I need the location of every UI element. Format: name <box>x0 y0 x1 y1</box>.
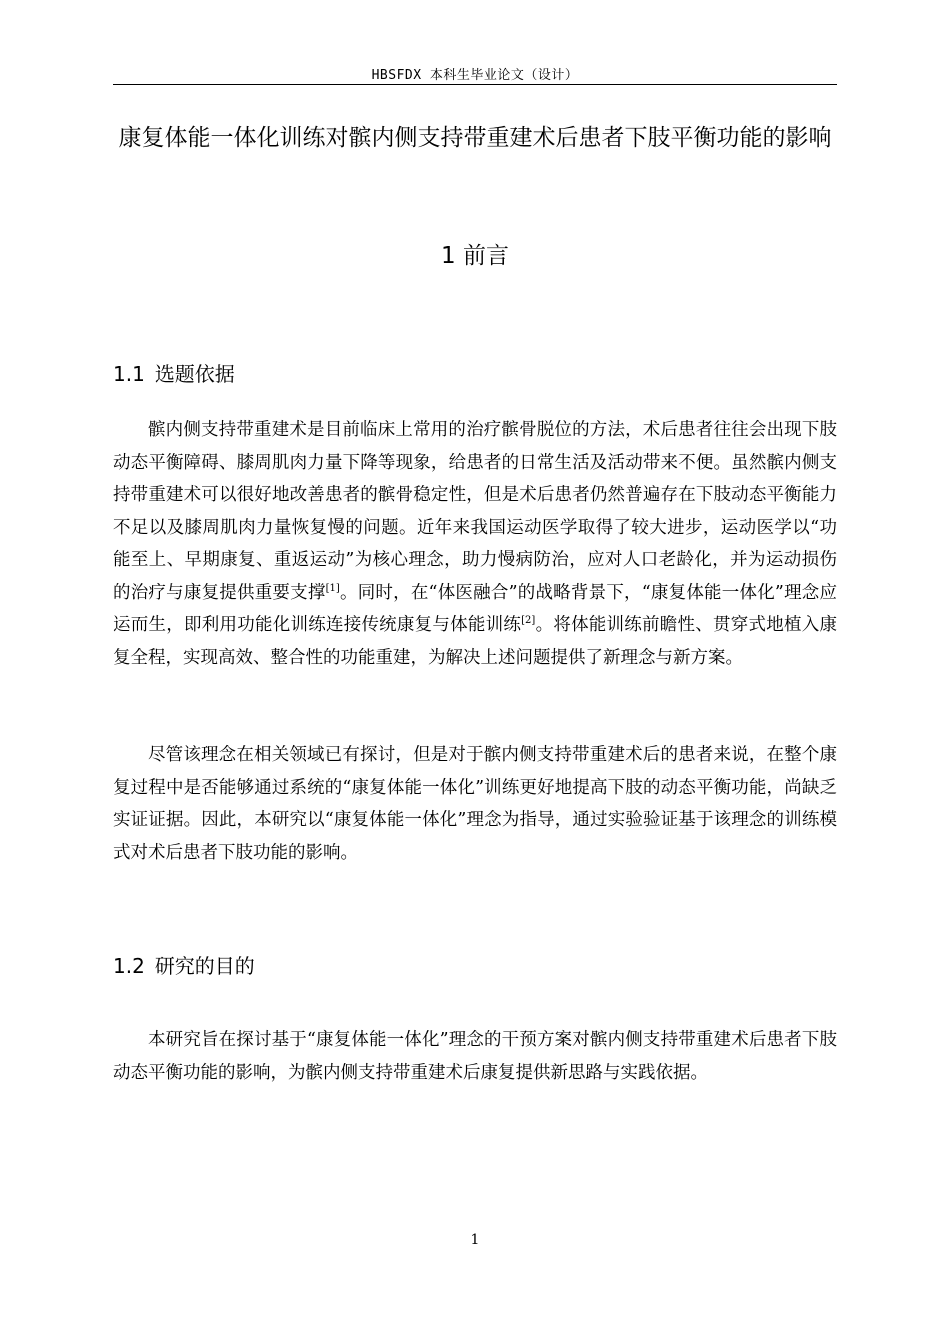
section-title: 研究的目的 <box>154 954 255 978</box>
section-heading-1-1 <box>113 360 235 388</box>
running-header: HBSFDX 本科生毕业论文（设计） <box>371 68 579 83</box>
header-rule <box>113 84 837 85</box>
section-number: 1.2 <box>113 954 145 978</box>
paper-title: 康复体能一体化训练对髌内侧支持带重建术后患者下肢平衡功能的影响 <box>118 125 832 151</box>
paragraph-2 <box>113 739 837 869</box>
section-heading-1-2 <box>113 952 255 980</box>
paragraph-1 <box>113 414 837 674</box>
citation-2[interactable]: [2] <box>521 615 536 626</box>
chapter-heading: 1 前言 <box>441 243 509 269</box>
section-number: 1.1 <box>113 362 145 386</box>
paragraph-3 <box>113 1024 837 1089</box>
page-number: 1 <box>470 1232 480 1248</box>
paragraph-text: 。同时，在“体医融合”的战略背景下，“康复体能一体化”理念应运而生，即利用功能化训练连接传统康复与体能训练 <box>113 582 838 635</box>
citation-1[interactable]: [1] <box>325 582 340 594</box>
section-title: 选题依据 <box>154 362 235 386</box>
paragraph-text: 本研究旨在探讨基于“康复体能一体化”理念的干预方案对髌内侧支持带重建术后患者下肢动态平衡功能的影响，为髌内侧支持带重建术后康复提供新思路与实践依据。 <box>113 1030 837 1083</box>
paragraph-text: 尽管该理念在相关领域已有探讨，但是对于髌内侧支持带重建术后的患者来说，在整个康复过程中是否能够通过系统的“康复体能一体化”训练更好地提高下肢的动态平衡功能，尚缺乏实证证据。因此，本研究以“康复体能一体化”理念为指导，通过实验验证基于该理念的训练模式对术后患者下肢功能的影响。 <box>113 745 837 863</box>
paragraph-text: 髌内侧支持带重建术是目前临床上常用的治疗髌骨脱位的方法，术后患者往往会出现下肢动态平衡障碍、膝周肌肉力量下降等现象，给患者的日常生活及活动带来不便。虽然髌内侧支持带重建术可以很好地改善患者的髌骨稳定性，但是术后患者仍然普遍存在下肢动态平衡能力不足以及膝周肌肉力量恢复慢的问题。近年来我国运动医学取得了较大进步，运动医学以“功能至上、早期康复、重返运动”为核心理念，助力慢病防治，应对人口老龄化，并为运动损伤的治疗与康复提供重要支撑 <box>113 420 837 603</box>
paragraph-text: 。将体能训练前瞻性、贯穿式地植入康复全程，实现高效、整合性的功能重建，为解决上述问题提供了新理念与新方案。 <box>113 615 838 668</box>
